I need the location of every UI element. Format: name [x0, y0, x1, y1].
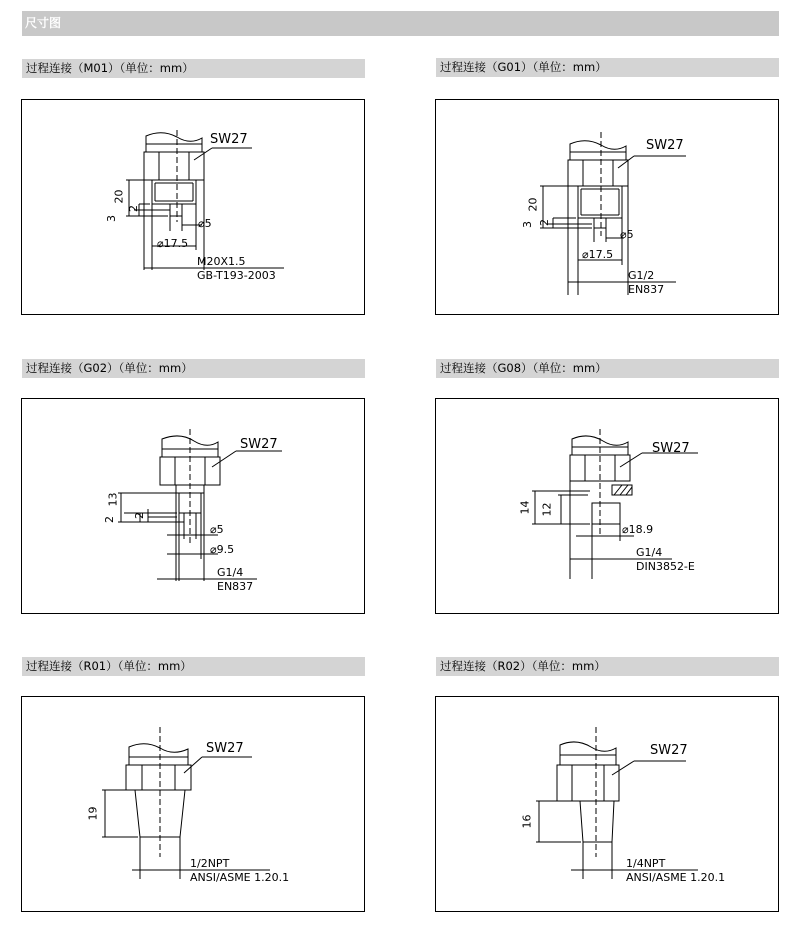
drawing-g01 — [436, 100, 780, 316]
drawing-frame-g01 — [435, 99, 779, 315]
thread-g02-b: EN837 — [217, 580, 254, 593]
dim-g01-3: 3 — [521, 221, 534, 228]
section-label-r01: 过程连接（R01）（单位：mm） — [22, 657, 365, 676]
drawing-frame-g02 — [21, 398, 365, 614]
section-label-g08: 过程连接（G08）（单位：mm） — [436, 359, 779, 378]
drawing-m01 — [22, 100, 366, 316]
section-label-g02: 过程连接（G02）（单位：mm） — [22, 359, 365, 378]
dim-g01-d17: ⌀17.5 — [582, 248, 614, 261]
drawing-g08 — [436, 399, 780, 615]
sw-label-g01: SW27 — [646, 138, 684, 153]
dim-g08-12: 12 — [540, 502, 554, 517]
dim-g02-13: 13 — [106, 492, 120, 507]
dim-m01-d17: ⌀17.5 — [157, 237, 189, 250]
sw-label-m01: SW27 — [210, 132, 248, 147]
dim-m01-3: 3 — [105, 215, 118, 222]
dim-g01-20: 20 — [526, 197, 540, 212]
dim-m01-20: 20 — [112, 189, 126, 204]
thread-r01-a: 1/2NPT — [190, 857, 230, 870]
section-label-g01: 过程连接（G01）（单位：mm） — [436, 58, 779, 77]
dim-g02-2a: 2 — [103, 516, 116, 523]
sw-label-r01: SW27 — [206, 741, 244, 756]
dim-g02-d9: ⌀9.5 — [210, 543, 235, 556]
dim-g08-d18: ⌀18.9 — [622, 523, 654, 536]
thread-r02-a: 1/4NPT — [626, 857, 666, 870]
thread-r01-b: ANSI/ASME 1.20.1 — [190, 871, 290, 884]
thread-m01-a: M20X1.5 — [197, 255, 246, 268]
drawing-r02 — [436, 697, 780, 913]
sw-label-r02: SW27 — [650, 743, 688, 758]
dim-g08-14: 14 — [518, 500, 532, 515]
dim-g01-2: 2 — [538, 219, 551, 226]
drawing-g02 — [22, 399, 366, 615]
dim-m01-2: 2 — [127, 205, 140, 212]
sw-label-g08: SW27 — [652, 441, 690, 456]
section-label-r02: 过程连接（R02）（单位：mm） — [436, 657, 779, 676]
dim-m01-d5: ⌀5 — [198, 217, 212, 230]
dim-g01-d5: ⌀5 — [620, 228, 634, 241]
thread-r02-b: ANSI/ASME 1.20.1 — [626, 871, 726, 884]
thread-g02-a: G1/4 — [217, 566, 244, 579]
section-label-m01: 过程连接（M01）（单位：mm） — [22, 59, 365, 78]
drawing-frame-r02 — [435, 696, 779, 912]
dim-r02-16: 16 — [520, 814, 534, 829]
thread-g01-b: EN837 — [628, 283, 665, 296]
page-header: 尺寸图 — [22, 11, 779, 36]
drawing-frame-m01 — [21, 99, 365, 315]
dim-g02-d5: ⌀5 — [210, 523, 224, 536]
drawing-frame-g08 — [435, 398, 779, 614]
sw-label-g02: SW27 — [240, 437, 278, 452]
thread-g08-b: DIN3852-E — [636, 560, 695, 573]
drawing-frame-r01 — [21, 696, 365, 912]
thread-g01-a: G1/2 — [628, 269, 655, 282]
dim-r01-19: 19 — [86, 806, 100, 821]
thread-g08-a: G1/4 — [636, 546, 663, 559]
thread-m01-b: GB-T193-2003 — [197, 269, 276, 282]
dim-g02-2b: 2 — [133, 512, 146, 519]
